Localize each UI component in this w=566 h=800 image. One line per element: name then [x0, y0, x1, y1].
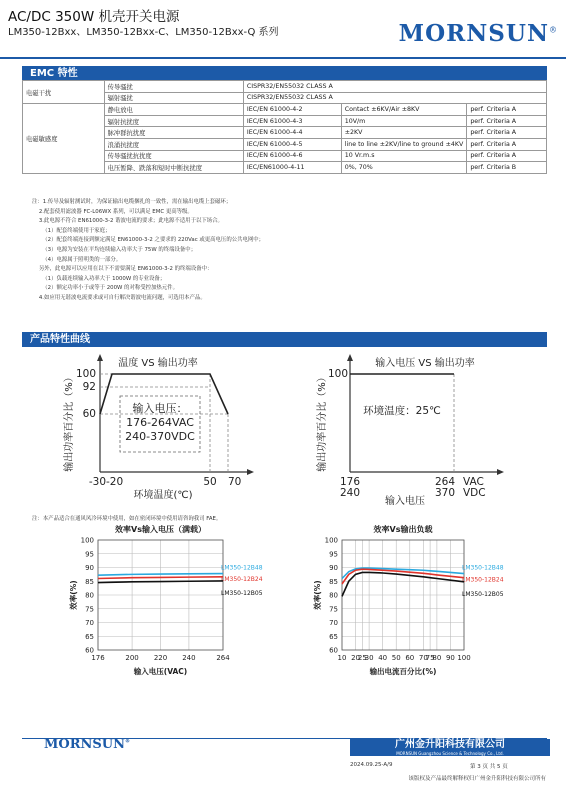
x-axis-label: 输入电压(VAC)	[133, 667, 188, 676]
curves-section-header: 产品特性曲线	[22, 332, 547, 347]
y-tick-100: 100	[327, 368, 348, 380]
x-tick-label: 20	[351, 654, 361, 662]
emc-std: IEC/EN 61000-4-4	[243, 127, 341, 139]
x-tick-label: 240	[182, 654, 196, 662]
emc-note-line: 注：1.传导及辐射测试时，为保证输出电缆捆扎的一致性，需在输出电缆上套磁环；	[32, 199, 232, 205]
y-tick-100: 100	[75, 368, 96, 380]
x-tick-264: 264	[434, 476, 456, 488]
emc-row	[23, 104, 547, 116]
emc-crit: perf. Criteria A	[467, 104, 547, 116]
x-tick-start: -30-20	[88, 476, 124, 488]
x-tick-label: 70	[418, 654, 428, 662]
emc-std: IEC/EN 61000-4-6	[243, 150, 341, 162]
y-tick-label: 100	[80, 536, 94, 545]
x-axis-label: 输入电压	[385, 496, 425, 507]
emc-level: Contact ±6KV/Air ±8KV	[341, 104, 467, 116]
x-axis-label: 输出电流百分比(%)	[369, 667, 437, 676]
series-label: LM350-12B24	[462, 576, 504, 584]
x-tick-label: 60	[405, 654, 415, 662]
y-tick-label: 90	[85, 564, 94, 572]
emc-note-line: （4）电源属于照明类的一部分。	[32, 256, 122, 263]
emc-level: 10V/m	[341, 115, 467, 127]
x-tick-label: 80	[432, 654, 442, 662]
emc-std: IEC/EN 61000-4-2	[243, 104, 341, 116]
x-tick-label: 264	[216, 654, 230, 662]
brand-logo: MORNSUN®	[398, 20, 558, 47]
x-tick-label: 25	[357, 654, 367, 662]
x-tick-label: 200	[125, 654, 139, 662]
emc-crit: perf. Criteria A	[467, 138, 547, 150]
series-label: LM350-12B48	[221, 564, 263, 572]
series-label: LM350-12B05	[221, 589, 263, 597]
y-axis-label: 输出功率百分比（%）	[64, 372, 75, 472]
emc-item: 辐射骚扰	[104, 92, 243, 104]
chart-title: 输入电压 VS 输出功率	[375, 358, 475, 369]
box-range-ac: 176-264VAC	[126, 416, 194, 429]
series-label: LM350-12B48	[462, 564, 504, 572]
emc-category: 电磁干扰	[23, 81, 105, 104]
ambient-temp-label: 环境温度：25℃	[363, 405, 441, 417]
footer-logo: MORNSUN®	[44, 737, 131, 752]
y-tick-label: 100	[324, 536, 338, 545]
emc-note-line: 3.此电源不符合 EN61000-3-2 谐波电流的要求；此电源不适用于以下场合。	[32, 218, 223, 225]
box-label: 输入电压：	[132, 402, 188, 415]
x-tick-label: 100	[457, 654, 471, 662]
series-label: LM350-12B24	[221, 575, 263, 583]
emc-section-header: EMC 特性	[22, 66, 547, 81]
y-tick-label: 95	[85, 550, 94, 559]
emc-note-line: （3）电源为安装在平均连续输入功率大于 75W 的终端设备中；	[32, 246, 197, 253]
emc-note-line: （2）配套终端连接到额定满足 EN61000-3-2 之要求的 220Vac 或更高电压的公共电网中；	[32, 237, 265, 244]
x-tick-label: 176	[91, 654, 105, 662]
x-tick-240: 240	[339, 487, 361, 499]
emc-level: line to line ±2KV/line to ground ±4KV	[341, 138, 467, 150]
y-tick-label: 65	[85, 632, 94, 641]
emc-notes	[32, 198, 264, 304]
emc-item: 脉冲群抗扰度	[104, 127, 243, 139]
y-tick-label: 65	[329, 632, 338, 641]
company-name-cn: 广州金升阳科技有限公司	[395, 739, 505, 750]
emc-level: 10 Vr.m.s	[341, 150, 467, 162]
emc-std: IEC/EN61000-4-11	[243, 162, 341, 174]
efficiency-vs-input-chart	[38, 522, 273, 687]
emc-level: 0%, 70%	[341, 162, 467, 174]
emc-note-line: 2.配套使用滤波器 FC-L06WX 系列，可以满足 EMC 更高等级。	[32, 208, 193, 215]
series-label: LM350-12B05	[462, 590, 504, 598]
emc-crit: perf. Criteria A	[467, 127, 547, 139]
emc-note-line: 另外，此电源可以应用在以下不需要满足 EN61000-3-2 的终端设备中：	[32, 266, 213, 273]
x-axis-label: 环境温度(℃)	[133, 490, 193, 501]
y-tick-label: 80	[85, 591, 94, 600]
box-range-dc: 240-370VDC	[125, 430, 195, 443]
y-tick-label: 60	[85, 646, 94, 655]
emc-note-line: （1）配套终端使用于家庭；	[32, 227, 111, 234]
copyright: 该版权及产品最终解释权归广州金升阳科技有限公司所有	[408, 776, 546, 782]
y-tick-label: 95	[329, 550, 338, 559]
x-tick-label: 220	[153, 654, 168, 662]
emc-item: 传导骚扰抗扰度	[104, 150, 243, 162]
emc-item: 浪涌抗扰度	[104, 138, 243, 150]
y-axis-label: 输出功率百分比（%）	[317, 372, 328, 472]
emc-note-line: 4.如应用无谐波电流要求或可自行解决谐波电流问题，可选用本产品。	[32, 294, 206, 301]
x-tick-label: 30	[364, 654, 374, 662]
y-tick-label: 70	[329, 619, 338, 627]
y-tick-92: 92	[82, 381, 96, 393]
emc-table	[22, 80, 547, 174]
y-tick-label: 85	[85, 577, 94, 586]
chart-title: 效率Vs输入电压（满载）	[115, 525, 206, 534]
emc-item: 传导骚扰	[104, 81, 243, 93]
x-unit-vac: VAC	[463, 476, 484, 488]
efficiency-vs-load-chart	[300, 522, 540, 687]
x-tick-label: 10	[337, 654, 347, 662]
x-tick-label: 90	[445, 654, 455, 662]
x-tick-370: 370	[434, 487, 456, 499]
x-unit-vdc: VDC	[463, 487, 486, 499]
x-tick-label: 75	[425, 654, 435, 662]
emc-crit: perf. Criteria A	[467, 150, 547, 162]
x-tick-label: 40	[378, 654, 388, 662]
derating-vin-chart	[305, 350, 535, 510]
y-tick-label: 75	[329, 605, 338, 614]
y-tick-60: 60	[82, 408, 96, 420]
x-tick-70: 70	[228, 476, 242, 488]
x-tick-176: 176	[339, 476, 361, 488]
page-title: AC/DC 350W 机壳开关电源	[8, 9, 180, 25]
y-tick-label: 85	[329, 577, 338, 586]
chart-title: 温度 VS 输出功率	[118, 358, 198, 369]
emc-row	[23, 81, 547, 93]
y-tick-label: 70	[85, 619, 94, 627]
y-tick-label: 60	[329, 646, 338, 655]
emc-std: CISPR32/EN55032 CLASS A	[243, 81, 546, 93]
x-tick-50: 50	[203, 476, 217, 488]
curve-note: 注：本产品适合在通风风冷环境中使用，如在密闭环境中使用请咨询我司 FAE。	[32, 516, 222, 522]
y-tick-label: 80	[329, 591, 338, 600]
emc-note-line: （1）负载连续输入功率大于 1000W 的专业设备；	[32, 275, 166, 282]
series-subtitle: LM350-12Bxx、LM350-12Bxx-C、LM350-12Bxx-Q 系列	[8, 27, 279, 38]
chart-title: 效率Vs输出负载	[373, 525, 433, 534]
emc-std: IEC/EN 61000-4-3	[243, 115, 341, 127]
y-axis-label: 效率(%)	[313, 580, 322, 610]
footer-company	[350, 739, 550, 756]
emc-category: 电磁敏感度	[23, 104, 105, 174]
company-name-en: MORNSUN Guangzhou Science & Technology Co., Ltd.	[396, 751, 504, 756]
emc-std: IEC/EN 61000-4-5	[243, 138, 341, 150]
emc-level: ±2KV	[341, 127, 467, 139]
emc-note-line: （2）额定功率小于或等于 200W 的对称受控加热元件。	[32, 285, 178, 292]
derating-temp-chart	[28, 350, 258, 510]
page-number: 第 3 页 共 5 页	[470, 764, 508, 770]
emc-item: 辐射抗扰度	[104, 115, 243, 127]
header-divider	[0, 57, 566, 59]
emc-item: 静电放电	[104, 104, 243, 116]
y-tick-label: 90	[329, 564, 338, 572]
emc-crit: perf. Criteria A	[467, 115, 547, 127]
y-tick-label: 75	[85, 605, 94, 614]
emc-item: 电压暂降、跌落和短时中断抗扰度	[104, 162, 243, 174]
y-axis-label: 效率(%)	[69, 580, 78, 610]
emc-std: CISPR32/EN55032 CLASS A	[243, 92, 546, 104]
x-tick-label: 50	[391, 654, 401, 662]
emc-crit: perf. Criteria B	[467, 162, 547, 174]
revision-date: 2024.09.25-A/9	[350, 762, 393, 768]
